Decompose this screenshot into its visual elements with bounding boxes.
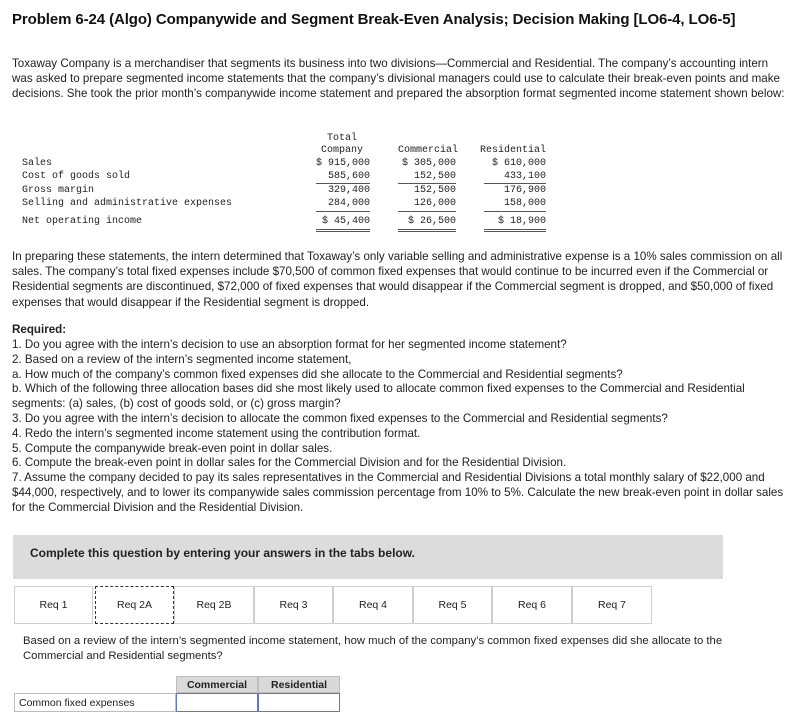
header-total-line2: Company <box>320 145 363 156</box>
answer-col-residential: Residential <box>258 676 340 693</box>
required-item: a. How much of the company’s common fixed expenses did she allocate to the Commercial and Residential segments? <box>12 367 623 381</box>
cell-commercial: 152,500 <box>413 185 456 196</box>
tab-req-4[interactable]: Req 4 <box>333 586 413 624</box>
total-double-rule <box>316 231 370 232</box>
problem-title: Problem 6-24 (Algo) Companywide and Segment Break-Even Analysis; Decision Making [LO6-4, LO6-5] <box>12 11 736 28</box>
cell-commercial: 126,000 <box>413 198 456 209</box>
cell-commercial: $ 305,000 <box>401 158 456 169</box>
question-text: Based on a review of the intern’s segmented income statement, how much of the company’s common fixed expenses did she allocate to the Commercial and Residential segments? <box>23 635 723 662</box>
tab-req-6[interactable]: Req 6 <box>492 586 572 624</box>
required-item: 3. Do you agree with the intern’s decision to allocate the common fixed expenses to the Commercial and Residential segments? <box>12 411 668 425</box>
subtotal-rule <box>484 211 546 212</box>
cell-total: 284,000 <box>327 198 370 209</box>
second-paragraph: In preparing these statements, the intern determined that Toxaway’s only variable selling and administrative expense is a 10% sales commission on all sales. The company’s total fixed expenses include $70,500 of common fixed expenses that would continue to be incurred even if the Commercial or Residential segments are discontinued, $72,000 of fixed expenses that would disappear if the Commercial segment is dropped, and $50,000 of fixed expenses that would disappear if the Residential segment is dropped. <box>12 250 783 309</box>
intro-paragraph: Toxaway Company is a merchandiser that segments its business into two divisions—Commercial and Residential. The company’s accounting intern was asked to prepare segmented income statements that the company’s divisional managers could use to calculate their break-even points and make decisions. She took the prior month’s companywide income statement and prepared the absorption format segmented income statement shown below: <box>12 57 785 101</box>
answer-row-label: Common fixed expenses <box>14 693 176 712</box>
cell-residential: 433,100 <box>503 171 546 182</box>
total-double-rule <box>484 229 546 230</box>
total-double-rule <box>484 231 546 232</box>
total-double-rule <box>316 229 370 230</box>
cell-residential: $ 610,000 <box>491 158 546 169</box>
required-list <box>12 338 790 516</box>
subtotal-rule <box>398 211 456 212</box>
required-item: 2. Based on a review of the intern’s segmented income statement, <box>12 352 352 366</box>
required-item: b. Which of the following three allocation bases did she most likely used to allocate common fixed expenses to the Commercial and Residential segments: (a) sales, (b) cost of goods sold, or (c) gross margin? <box>12 382 745 411</box>
requirement-tabs <box>14 586 652 624</box>
cell-residential: 158,000 <box>503 198 546 209</box>
header-commercial: Commercial <box>397 145 458 156</box>
total-double-rule <box>398 229 456 230</box>
tab-req-2b[interactable]: Req 2B <box>174 586 254 624</box>
row-label: Sales <box>22 158 53 169</box>
cell-commercial: $ 26,500 <box>407 216 456 227</box>
tab-req-3[interactable]: Req 3 <box>254 586 333 624</box>
cell-total: 329,400 <box>327 185 370 196</box>
tab-req-7[interactable]: Req 7 <box>572 586 652 624</box>
row-label: Gross margin <box>22 185 95 196</box>
cell-residential: $ 18,900 <box>497 216 546 227</box>
cell-total: $ 45,400 <box>321 216 370 227</box>
row-label: Net operating income <box>22 216 143 227</box>
cell-total: 585,600 <box>327 171 370 182</box>
required-item: 1. Do you agree with the intern’s decision to use an absorption format for her segmented income statement? <box>12 338 567 351</box>
row-label: Cost of goods sold <box>22 171 131 182</box>
cell-total: $ 915,000 <box>315 158 370 169</box>
subtotal-rule <box>316 211 370 212</box>
cell-commercial: 152,500 <box>413 171 456 182</box>
cell-residential: 176,900 <box>503 185 546 196</box>
required-item: 7. Assume the company decided to pay its sales representatives in the Commercial and Residential Divisions a total monthly salary of $22,000 and $44,000, respectively, and to lower its companywide sales commission percentage from 10% to 5%. Calculate the new break-even point in dollar sales for the Commercial Division and the Residential Division. <box>12 471 784 514</box>
instructions-banner <box>13 535 723 579</box>
banner-text: Complete this question by entering your answers in the tabs below. <box>30 546 415 560</box>
tab-req-2a[interactable]: Req 2A <box>95 586 174 624</box>
required-item: 4. Redo the intern’s segmented income statement using the contribution format. <box>12 426 421 440</box>
total-double-rule <box>398 231 456 232</box>
commercial-common-fixed-input[interactable] <box>176 693 258 712</box>
required-item: 5. Compute the companywide break-even point in dollar sales. <box>12 441 333 455</box>
row-label: Selling and administrative expenses <box>22 198 233 209</box>
required-heading: Required: <box>12 323 67 336</box>
answer-col-commercial: Commercial <box>176 676 258 693</box>
residential-common-fixed-input[interactable] <box>258 693 340 712</box>
required-item: 6. Compute the break-even point in dollar sales for the Commercial Division and for the Residential Division. <box>12 456 567 470</box>
tab-req-5[interactable]: Req 5 <box>413 586 492 624</box>
header-residential: Residential <box>479 145 546 156</box>
header-total-line1: Total <box>326 133 357 144</box>
tab-req-1[interactable]: Req 1 <box>14 586 93 624</box>
